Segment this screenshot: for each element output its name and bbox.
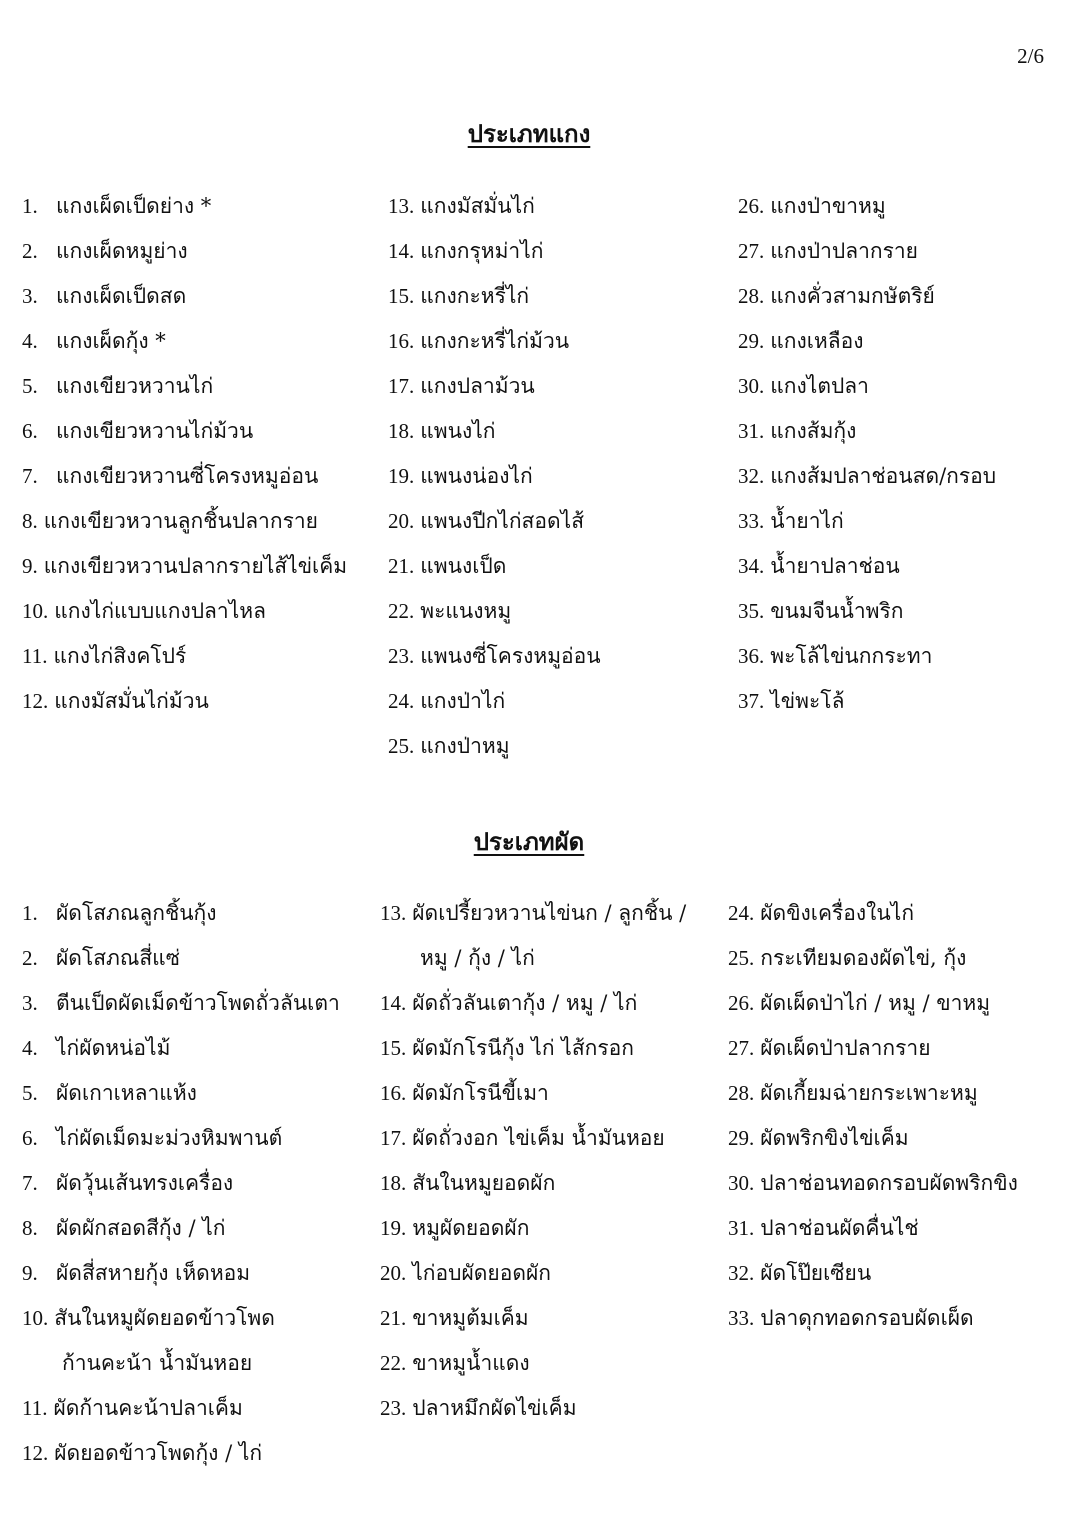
list-item: [388, 551, 506, 581]
item-text: ขนมจีนน้ำพริก: [770, 599, 904, 623]
item-text: แกงปลาม้วน: [420, 374, 535, 398]
list-item: [728, 943, 966, 973]
item-number: 33.: [728, 1306, 755, 1330]
item-text: ไข่พะโล้: [770, 689, 845, 713]
list-item: [22, 281, 186, 311]
item-number: 9.: [22, 1261, 38, 1285]
item-number: 6.: [22, 419, 38, 443]
item-text: แกงเผ็ดเป็ดสด: [56, 284, 187, 308]
item-number: 16.: [388, 329, 415, 353]
item-number: 11.: [22, 1396, 48, 1420]
item-text: แกงเผ็ดหมูย่าง: [56, 239, 188, 263]
list-item: [728, 988, 990, 1018]
list-item: [22, 1438, 262, 1468]
item-text: ผัดมักโรนีขี้เมา: [412, 1081, 549, 1105]
item-text: ผัดโป๊ยเซียน: [760, 1261, 872, 1285]
item-number: 37.: [738, 689, 765, 713]
item-number: 8.: [22, 1216, 38, 1240]
item-text: แกงเขียวหวานไก่ม้วน: [56, 419, 254, 443]
item-text: ขาหมูน้ำแดง: [412, 1351, 530, 1375]
item-text: สันในหมูผัดยอดข้าวโพด: [54, 1306, 275, 1330]
page-number: 2/6: [1017, 44, 1044, 68]
item-text: แกงเผ็ดกุ้ง *: [56, 329, 166, 353]
list-item: [22, 236, 188, 266]
item-text: ผัดก้านคะน้าปลาเค็ม: [53, 1396, 243, 1420]
item-number: 13.: [388, 194, 415, 218]
list-item: [738, 551, 900, 581]
item-number: 9.: [22, 554, 38, 578]
item-number: 27.: [738, 239, 765, 263]
item-number: 5.: [22, 1081, 38, 1105]
item-number: 23.: [380, 1396, 407, 1420]
list-item: [738, 326, 864, 356]
item-text: แพนงปีกไก่สอดไส้: [420, 509, 585, 533]
item-number: 1.: [22, 194, 38, 218]
list-item: [388, 731, 510, 761]
item-text-continuation: ก้านคะน้า น้ำมันหอย: [62, 1351, 253, 1375]
item-number: 7.: [22, 464, 38, 488]
list-item: [22, 988, 340, 1018]
item-number: 28.: [728, 1081, 755, 1105]
item-text: ผัดเปรี้ยวหวานไข่นก / ลูกชิ้น /: [412, 901, 687, 925]
item-number: 15.: [388, 284, 415, 308]
list-item: [388, 326, 569, 356]
item-text: แกงมัสมั่นไก่: [420, 194, 535, 218]
list-item: [380, 898, 686, 928]
list-item: [728, 1033, 931, 1063]
item-number: 32.: [728, 1261, 755, 1285]
list-item: [738, 596, 903, 626]
item-text: ผัดผักสอดสีกุ้ง / ไก่: [56, 1216, 226, 1240]
item-text: แกงป่าหมู: [420, 734, 510, 758]
item-number: 19.: [380, 1216, 407, 1240]
list-item: [388, 281, 529, 311]
item-number: 2.: [22, 239, 38, 263]
item-number: 7.: [22, 1171, 38, 1195]
item-number: 6.: [22, 1126, 38, 1150]
item-number: 30.: [738, 374, 765, 398]
list-item: [728, 1213, 919, 1243]
item-text: แพนงเป็ด: [420, 554, 507, 578]
list-item: [22, 551, 347, 581]
list-item: [738, 236, 918, 266]
item-number: 26.: [728, 991, 755, 1015]
item-text: ขาหมูต้มเค็ม: [412, 1306, 529, 1330]
item-text: แกงเผ็ดเป็ดย่าง *: [56, 194, 212, 218]
item-number: 33.: [738, 509, 765, 533]
list-item: [738, 641, 932, 671]
item-text: แกงเขียวหวานไก่: [56, 374, 214, 398]
item-number: 29.: [728, 1126, 755, 1150]
item-text: แพนงซี่โครงหมูอ่อน: [420, 644, 601, 668]
item-number: 21.: [388, 554, 415, 578]
list-item: [728, 898, 914, 928]
item-number: 22.: [388, 599, 415, 623]
item-number: 24.: [728, 901, 755, 925]
list-item: [388, 416, 496, 446]
item-number: 20.: [380, 1261, 407, 1285]
item-text: ผัดพริกขิงไข่เค็ม: [760, 1126, 909, 1150]
item-text-continuation: หมู / กุ้ง / ไก่: [420, 946, 535, 970]
item-number: 14.: [388, 239, 415, 263]
item-number: 25.: [388, 734, 415, 758]
list-item: [22, 1033, 170, 1063]
list-item: [22, 686, 209, 716]
item-number: 24.: [388, 689, 415, 713]
item-text: ผัดโสภณลูกชิ้นกุ้ง: [56, 901, 217, 925]
list-item: [380, 1033, 634, 1063]
item-text: แกงป่าไก่: [420, 689, 506, 713]
item-number: 18.: [380, 1171, 407, 1195]
item-number: 15.: [380, 1036, 407, 1060]
item-number: 30.: [728, 1171, 755, 1195]
item-number: 31.: [738, 419, 765, 443]
list-item: [380, 1168, 555, 1198]
list-item: [22, 1258, 250, 1288]
item-text: แพนงไก่: [420, 419, 496, 443]
list-item: [22, 1393, 243, 1423]
item-number: 36.: [738, 644, 765, 668]
item-number: 4.: [22, 329, 38, 353]
item-text: แกงไก่สิงคโปร์: [53, 644, 187, 668]
item-number: 20.: [388, 509, 415, 533]
list-item: [738, 461, 996, 491]
item-text: ผัดยอดข้าวโพดกุ้ง / ไก่: [54, 1441, 263, 1465]
item-text: แกงไก่แบบแกงปลาไหล: [54, 599, 266, 623]
item-text: สันในหมูยอดผัก: [412, 1171, 556, 1195]
list-item: [22, 506, 318, 536]
list-item: [22, 461, 318, 491]
item-text: แกงเหลือง: [770, 329, 864, 353]
list-item: [380, 1393, 577, 1423]
list-item: [380, 1348, 530, 1378]
item-text: แกงเขียวหวานลูกชิ้นปลากราย: [43, 509, 318, 533]
item-text: แกงกะหรี่ไก่ม้วน: [420, 329, 570, 353]
item-number: 11.: [22, 644, 48, 668]
list-item: [380, 1213, 529, 1243]
list-item: [738, 191, 886, 221]
item-number: 16.: [380, 1081, 407, 1105]
item-text: ไก่ผัดหน่อไม้: [56, 1036, 171, 1060]
item-number: 22.: [380, 1351, 407, 1375]
item-number: 10.: [22, 1306, 49, 1330]
item-text: ปลาหมึกผัดไข่เค็ม: [412, 1396, 577, 1420]
list-item: [22, 641, 186, 671]
item-text: ผัดเกาเหลาแห้ง: [56, 1081, 197, 1105]
list-item: [22, 1123, 282, 1153]
item-number: 31.: [728, 1216, 755, 1240]
item-text: แกงกะหรี่ไก่: [420, 284, 530, 308]
list-item: [728, 1303, 974, 1333]
list-item: [388, 371, 535, 401]
list-item: [738, 371, 869, 401]
item-number: 18.: [388, 419, 415, 443]
item-text: ผัดขิงเครื่องในไก่: [760, 901, 915, 925]
item-number: 32.: [738, 464, 765, 488]
list-item: [738, 506, 844, 536]
list-item: [22, 371, 213, 401]
item-number: 19.: [388, 464, 415, 488]
list-item: [22, 191, 211, 221]
item-number: 21.: [380, 1306, 407, 1330]
item-number: 12.: [22, 1441, 49, 1465]
item-number: 8.: [22, 509, 38, 533]
item-text: แกงกรุหม่าไก่: [420, 239, 544, 263]
item-number: 4.: [22, 1036, 38, 1060]
item-number: 1.: [22, 901, 38, 925]
list-item: [380, 1078, 549, 1108]
item-number: 2.: [22, 946, 38, 970]
list-item: [388, 461, 533, 491]
item-text: แกงมัสมั่นไก่ม้วน: [54, 689, 209, 713]
item-text: ผัดถั่วงอก ไข่เค็ม น้ำมันหอย: [412, 1126, 665, 1150]
item-text: น้ำยาไก่: [770, 509, 844, 533]
item-number: 3.: [22, 991, 38, 1015]
item-number: 35.: [738, 599, 765, 623]
item-text: น้ำยาปลาช่อน: [770, 554, 900, 578]
list-item: [22, 596, 266, 626]
item-text: แกงส้มกุ้ง: [770, 419, 857, 443]
item-text: ผัดโสภณสี่แซ่: [56, 946, 180, 970]
list-item: [738, 281, 935, 311]
item-text: พะโล้ไข่นกกระทา: [770, 644, 933, 668]
item-text: ปลาช่อนทอดกรอบผัดพริกขิง: [760, 1171, 1018, 1195]
list-item: [22, 1303, 275, 1333]
list-item: [388, 641, 601, 671]
item-number: 25.: [728, 946, 755, 970]
item-text: ผัดถั่วลันเตากุ้ง / หมู / ไก่: [412, 991, 638, 1015]
item-text: ผัดเผ็ดป่าไก่ / หมู / ขาหมู: [760, 991, 991, 1015]
list-item: [728, 1078, 978, 1108]
list-item: [22, 943, 180, 973]
item-text: ไก่ผัดเม็ดมะม่วงหิมพานต์: [56, 1126, 283, 1150]
item-number: 17.: [388, 374, 415, 398]
list-item: [388, 191, 535, 221]
list-item: [22, 416, 253, 446]
item-text: แกงส้มปลาช่อนสด/กรอบ: [770, 464, 997, 488]
list-item: [388, 596, 511, 626]
item-number: 28.: [738, 284, 765, 308]
item-text: ปลาช่อนผัดคื่นไช่: [760, 1216, 919, 1240]
list-item: [380, 1258, 551, 1288]
item-text: ผัดสี่สหายกุ้ง เห็ดหอม: [56, 1261, 251, 1285]
item-text: ตีนเป็ดผัดเม็ดข้าวโพดถั่วลันเตา: [56, 991, 340, 1015]
item-number: 14.: [380, 991, 407, 1015]
list-item: [728, 1258, 871, 1288]
item-number: 23.: [388, 644, 415, 668]
item-text: กระเทียมดองผัดไข่, กุ้ง: [760, 946, 967, 970]
list-item: [380, 988, 637, 1018]
item-text: ผัดวุ้นเส้นทรงเครื่อง: [56, 1171, 234, 1195]
item-text: ไก่อบผัดยอดผัก: [412, 1261, 551, 1285]
item-number: 34.: [738, 554, 765, 578]
list-item: [22, 1078, 197, 1108]
item-number: 17.: [380, 1126, 407, 1150]
list-item: [380, 1123, 665, 1153]
list-item: [380, 1303, 529, 1333]
list-item: [22, 898, 217, 928]
item-text: แกงเขียวหวานปลากรายไส้ไข่เค็ม: [43, 554, 348, 578]
item-text: พะแนงหมู: [420, 599, 512, 623]
section-title-curry: ประเภทแกง: [467, 119, 591, 148]
list-item: [22, 1213, 226, 1243]
list-item: [388, 686, 505, 716]
item-number: 26.: [738, 194, 765, 218]
list-item: [738, 416, 856, 446]
list-item: [728, 1123, 909, 1153]
item-text: แพนงน่องไก่: [420, 464, 533, 488]
list-item: [22, 1168, 233, 1198]
item-number: 5.: [22, 374, 38, 398]
item-number: 27.: [728, 1036, 755, 1060]
list-item: [22, 326, 166, 356]
item-number: 10.: [22, 599, 49, 623]
list-item: [738, 686, 844, 716]
item-text: ปลาดุกทอดกรอบผัดเผ็ด: [760, 1306, 974, 1330]
item-text: หมูผัดยอดผัก: [412, 1216, 530, 1240]
item-number: 12.: [22, 689, 49, 713]
item-text: แกงไตปลา: [770, 374, 869, 398]
list-item: [388, 236, 544, 266]
item-text: ผัดเผ็ดป่าปลากราย: [760, 1036, 931, 1060]
item-text: แกงป่าขาหมู: [770, 194, 886, 218]
item-number: 3.: [22, 284, 38, 308]
item-text: แกงป่าปลากราย: [770, 239, 918, 263]
item-text: แกงคั่วสามกษัตริย์: [770, 284, 935, 308]
item-text: ผัดเกี้ยมฉ่ายกระเพาะหมู: [760, 1081, 978, 1105]
item-text: แกงเขียวหวานซี่โครงหมูอ่อน: [56, 464, 319, 488]
item-number: 13.: [380, 901, 407, 925]
item-text: ผัดมักโรนีกุ้ง ไก่ ไส้กรอก: [412, 1036, 634, 1060]
list-item: [388, 506, 584, 536]
section-title-stirfry: ประเภทผัด: [473, 827, 585, 856]
list-item: [728, 1168, 1018, 1198]
item-number: 29.: [738, 329, 765, 353]
